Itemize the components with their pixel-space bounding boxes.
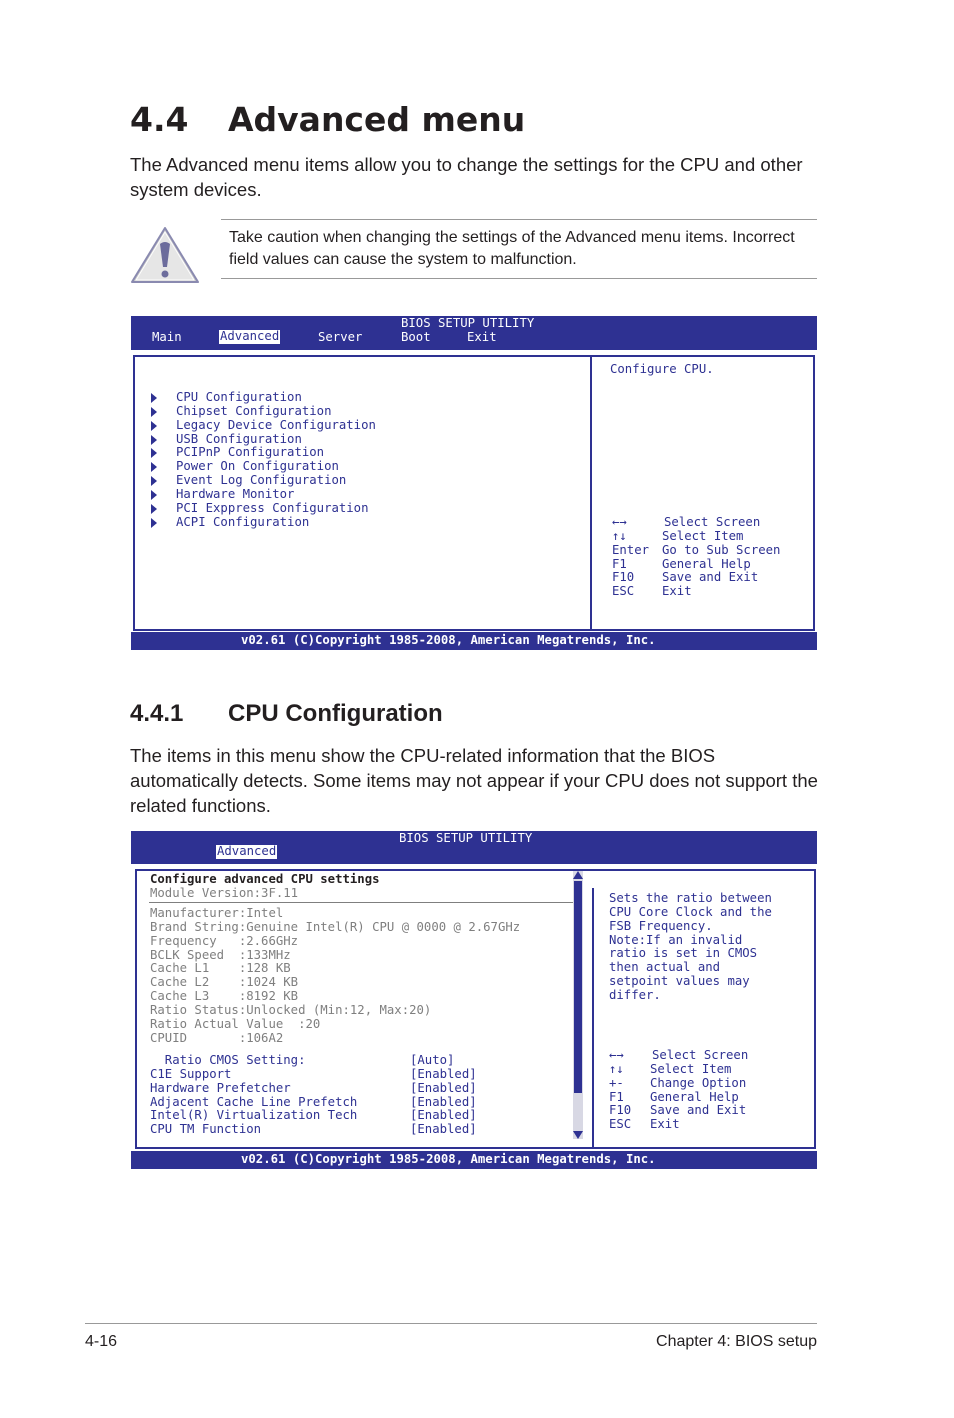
cpu-info-row: Cache L3 :8192 KB: [150, 989, 299, 1004]
bios-title: BIOS SETUP UTILITY: [399, 831, 533, 845]
key-description: Save and Exit: [650, 1103, 747, 1118]
key-name: ↑↓: [609, 1061, 624, 1076]
cpu-info-row: BCLK Speed :133MHz: [150, 947, 291, 962]
subsection-paragraph: The items in this menu show the CPU-related information that the BIOS automatically detects. Some items may not appear if your CPU does not support the related functions.: [130, 745, 818, 816]
cpu-info-row: CPUID :106A2: [150, 1030, 284, 1045]
help-line: Note:If an invalid: [609, 932, 743, 947]
triangle-right-icon: [151, 448, 157, 458]
setting-label[interactable]: CPU TM Function: [150, 1122, 262, 1137]
info-separator: [149, 902, 577, 903]
submenu-item[interactable]: PCIPnP Configuration: [176, 445, 325, 460]
submenu-item[interactable]: CPU Configuration: [176, 390, 302, 404]
tab-exit[interactable]: Exit: [467, 330, 497, 344]
tab-advanced[interactable]: Advanced: [220, 329, 280, 343]
setting-value[interactable]: [Auto]: [410, 1053, 455, 1067]
triangle-right-icon: [151, 393, 157, 403]
section-heading: [130, 100, 525, 139]
bios-screen-advanced: [131, 316, 817, 650]
scroll-up-icon[interactable]: [573, 871, 583, 879]
cpu-info-row: Brand String:Genuine Intel(R) CPU @ 0000 @ 2.67GHz: [150, 919, 521, 934]
submenu-item[interactable]: Hardware Monitor: [176, 486, 295, 501]
submenu-item[interactable]: ACPI Configuration: [176, 514, 310, 529]
setting-label[interactable]: Hardware Prefetcher: [150, 1080, 291, 1095]
key-name: F1: [612, 556, 627, 571]
key-description: General Help: [650, 1089, 739, 1104]
bios-title: BIOS SETUP UTILITY: [401, 316, 535, 330]
module-version: Module Version:3F.11: [150, 886, 299, 900]
bios-status-bar: [131, 1151, 817, 1169]
submenu-item[interactable]: USB Configuration: [176, 431, 302, 446]
triangle-right-icon: [151, 421, 157, 431]
key-name: Enter: [612, 542, 650, 557]
help-line: setpoint values may: [609, 974, 750, 989]
key-name: ↑↓: [612, 528, 627, 543]
key-description: Save and Exit: [662, 570, 759, 585]
help-line: differ.: [609, 987, 661, 1002]
tab-advanced[interactable]: Advanced: [217, 844, 277, 858]
section-number: 4.4: [130, 100, 189, 139]
copyright: v02.61 (C)Copyright 1985-2008, American Megatrends, Inc.: [241, 1152, 656, 1166]
triangle-right-icon: [151, 435, 157, 445]
help-line: CPU Core Clock and the: [609, 904, 772, 919]
scroll-thumb[interactable]: [574, 881, 582, 1093]
key-description: Go to Sub Screen: [662, 542, 781, 557]
bios-menu-bar: [131, 316, 817, 350]
help-text: Configure CPU.: [610, 362, 714, 376]
setting-value[interactable]: [Enabled]: [410, 1080, 477, 1095]
cpu-info-row: Ratio Status:Unlocked (Min:12, Max:20): [150, 1002, 432, 1017]
bios-menu-bar: [131, 831, 817, 864]
bios-screen-cpu: [131, 831, 817, 1169]
tab-server[interactable]: Server: [318, 330, 363, 344]
caution-top-rule: [221, 219, 817, 220]
key-description: General Help: [662, 556, 751, 571]
key-name: ESC: [612, 584, 635, 599]
setting-value[interactable]: [Enabled]: [410, 1108, 477, 1123]
caution-text: Take caution when changing the settings of the Advanced menu items. Incorrect field values can cause the system to malfunction.: [229, 229, 795, 268]
scrollbar[interactable]: [573, 871, 583, 1139]
bios-divider: [590, 355, 592, 631]
bios-body: [131, 864, 817, 1151]
submenu-item[interactable]: Event Log Configuration: [176, 473, 347, 488]
chapter-label: Chapter 4: BIOS setup: [656, 1333, 817, 1350]
triangle-right-icon: [151, 462, 157, 472]
setting-label[interactable]: Intel(R) Virtualization Tech: [150, 1108, 358, 1123]
help-line: Sets the ratio between: [609, 891, 772, 905]
help-line: FSB Frequency.: [609, 918, 713, 933]
key-description: Change Option: [650, 1075, 747, 1090]
submenu-item[interactable]: Power On Configuration: [176, 459, 339, 474]
submenu-item[interactable]: PCI Exppress Configuration: [176, 500, 369, 515]
bios-status-bar: [131, 632, 817, 650]
key-name: F10: [609, 1103, 632, 1118]
bios-body: [131, 350, 817, 632]
caution-icon: [129, 224, 201, 286]
setting-label[interactable]: Ratio CMOS Setting:: [150, 1053, 306, 1067]
key-name: F10: [612, 570, 635, 585]
bios-divider: [592, 888, 594, 1149]
page-number: 4-16: [85, 1333, 118, 1350]
cpu-info-row: Cache L2 :1024 KB: [150, 975, 299, 990]
cpu-info-row: Manufacturer:Intel: [150, 906, 284, 920]
key-name: ESC: [609, 1117, 632, 1132]
section-title: Advanced menu: [228, 100, 526, 139]
subsection-title: CPU Configuration: [228, 700, 443, 727]
settings-heading: Configure advanced CPU settings: [150, 872, 380, 886]
setting-label[interactable]: C1E Support: [150, 1066, 232, 1081]
tab-main[interactable]: Main: [152, 330, 182, 344]
submenu-item[interactable]: Legacy Device Configuration: [176, 417, 376, 432]
triangle-right-icon: [151, 504, 157, 514]
intro-paragraph: The Advanced menu items allow you to change the settings for the CPU and other system devices.: [130, 154, 803, 200]
copyright: v02.61 (C)Copyright 1985-2008, American Megatrends, Inc.: [241, 633, 656, 647]
cpu-info-row: Cache L1 :128 KB: [150, 961, 291, 976]
setting-value[interactable]: [Enabled]: [410, 1122, 477, 1137]
footer-rule: [85, 1323, 817, 1324]
triangle-right-icon: [151, 490, 157, 500]
key-description: Select Screen: [664, 515, 761, 529]
key-name: +-: [609, 1075, 624, 1090]
cpu-info-row: Frequency :2.66GHz: [150, 933, 299, 948]
tab-boot[interactable]: Boot: [401, 330, 431, 344]
triangle-right-icon: [151, 518, 157, 528]
setting-value[interactable]: [Enabled]: [410, 1066, 477, 1081]
key-description: Select Item: [662, 528, 744, 543]
key-description: Exit: [662, 584, 692, 599]
help-line: ratio is set in CMOS: [609, 946, 758, 961]
cpu-info-row: Ratio Actual Value :20: [150, 1016, 321, 1031]
setting-value[interactable]: [Enabled]: [410, 1094, 477, 1109]
key-name: ←→: [609, 1048, 624, 1062]
key-description: Select Item: [650, 1061, 732, 1076]
subsection-number: 4.4.1: [130, 700, 184, 727]
key-description: Select Screen: [652, 1048, 749, 1062]
triangle-right-icon: [151, 476, 157, 486]
help-line: then actual and: [609, 960, 721, 975]
setting-label[interactable]: Adjacent Cache Line Prefetch: [150, 1094, 358, 1109]
key-description: Exit: [650, 1117, 680, 1132]
subsection-heading: [130, 700, 443, 728]
caution-bottom-rule: [221, 278, 817, 279]
key-name: F1: [609, 1089, 624, 1104]
triangle-right-icon: [151, 407, 157, 417]
submenu-item[interactable]: Chipset Configuration: [176, 403, 332, 418]
key-name: ←→: [612, 515, 627, 529]
scroll-down-icon[interactable]: [573, 1131, 583, 1139]
